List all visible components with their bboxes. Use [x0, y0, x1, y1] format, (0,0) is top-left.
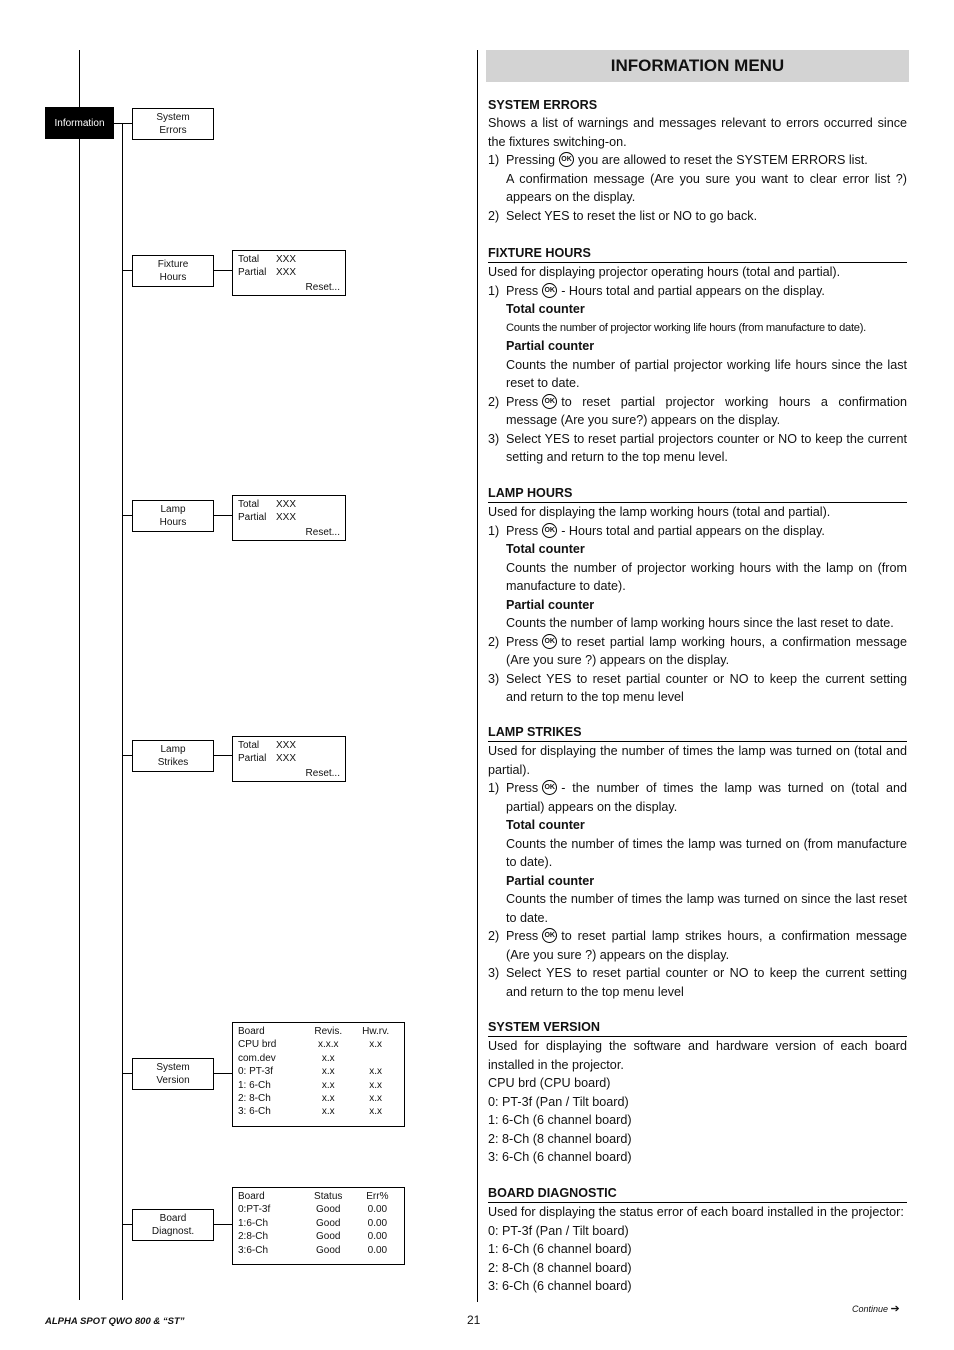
table-cell: 0.00: [367, 1231, 388, 1243]
table-row: [238, 1244, 399, 1257]
table-cell: 0.00: [367, 1204, 388, 1216]
list-item: 0: PT-3f (Pan / Tilt board): [488, 1094, 629, 1109]
section-intro: Shows a list of warnings and messages relevant to errors occurred since the fixtures switching-on.: [488, 116, 907, 149]
step-number: 1): [488, 523, 500, 538]
continue-note: [852, 1302, 900, 1315]
step-text: Press: [506, 781, 539, 795]
connector-system-version: [122, 1073, 132, 1074]
step-number: 3): [488, 431, 500, 446]
lamp-hours-panel: [232, 495, 346, 541]
table-cell: x.x: [369, 1066, 383, 1078]
step-text: Select YES to reset partial counter or NO to keep the current setting and return to the top menu level: [506, 966, 907, 999]
table-cell: com.dev: [238, 1052, 276, 1064]
table-cell: x.x: [321, 1106, 335, 1118]
page-title-text: INFORMATION MENU: [610, 56, 785, 75]
link-fixture-panel: [214, 270, 232, 271]
table-row: [238, 1217, 399, 1230]
node-label-line2: Hours: [159, 272, 187, 283]
table-cell: x.x: [369, 1039, 383, 1051]
table-row: [238, 1230, 399, 1243]
table-row: [238, 1052, 399, 1065]
table-cell: 1:6-Ch: [238, 1217, 269, 1229]
section-fixture-hours: [488, 245, 907, 467]
partial-label: Partial: [238, 512, 267, 524]
node-label-line1: System: [156, 112, 190, 123]
table-row: [238, 1105, 399, 1118]
step-3: [488, 430, 907, 467]
step-2: [488, 207, 907, 226]
information-root-box: [45, 107, 114, 139]
total-label: Total: [238, 740, 260, 751]
section-heading: FIXTURE HOURS: [488, 245, 907, 263]
node-label-line2: Strikes: [157, 757, 189, 768]
node-label-line1: Board: [159, 1213, 187, 1224]
node-system-errors: [132, 108, 214, 140]
table-cell: CPU brd: [238, 1039, 277, 1051]
version-header-board: Board: [238, 1026, 265, 1037]
step-number: 1): [488, 153, 500, 167]
table-cell: Good: [315, 1231, 341, 1243]
list-item: 2: 8-Ch (8 channel board): [488, 1260, 632, 1275]
list-item: 0: PT-3f (Pan / Tilt board): [488, 1223, 629, 1238]
diagnostic-table: [238, 1190, 399, 1257]
total-counter-text: Counts the number of projector working life hours (from manufacture to date).: [506, 321, 866, 334]
section-heading: LAMP HOURS: [488, 485, 907, 503]
ok-button-icon: OK: [559, 152, 574, 167]
partial-counter-text: Counts the number of partial projector working life hours since the last reset to date.: [506, 357, 907, 390]
step-2: [488, 927, 907, 964]
table-row: [238, 1203, 399, 1216]
root-connector: [114, 123, 132, 124]
step-1: [488, 522, 907, 541]
table-cell: 0: PT-3f: [238, 1066, 274, 1078]
step-number: 1): [488, 781, 500, 795]
product-name: ALPHA SPOT QWO 800 & “ST”: [45, 1316, 185, 1327]
step-text: - Hours total and partial appears on the display.: [561, 523, 825, 538]
section-heading: SYSTEM VERSION: [488, 1019, 907, 1037]
table-row: [238, 1079, 399, 1092]
version-table: [238, 1025, 399, 1119]
node-label-line1: Lamp: [160, 504, 186, 515]
node-label-line2: Version: [156, 1075, 190, 1086]
list-item: 2: 8-Ch (8 channel board): [488, 1131, 632, 1146]
step-text: - Hours total and partial appears on the display.: [561, 283, 825, 298]
section-board-diagnostic: [488, 1185, 907, 1296]
table-cell: x.x: [321, 1052, 335, 1064]
connector-fixture-hours: [122, 270, 132, 271]
reset-option: Reset...: [305, 767, 340, 779]
list-item: 3: 6-Ch (6 channel board): [488, 1279, 632, 1293]
step-number: 2): [488, 208, 500, 223]
table-cell: 0:PT-3f: [238, 1204, 271, 1216]
partial-value: XXX: [276, 267, 297, 279]
table-row: [238, 1092, 399, 1105]
link-lamp-hours-panel: [214, 515, 232, 516]
step-text: Press: [506, 523, 539, 538]
step-detail: A confirmation message (Are you sure you want to clear error list ?) appears on the display.: [506, 171, 907, 204]
ok-button-icon: OK: [542, 394, 557, 409]
step-number: 3): [488, 966, 500, 980]
tree-branch-line: [122, 123, 123, 1300]
connector-lamp-hours: [122, 515, 132, 516]
table-cell: x.x: [369, 1093, 383, 1105]
system-version-panel: [232, 1022, 405, 1127]
reset-option: Reset...: [305, 281, 340, 293]
link-diag-panel: [214, 1224, 232, 1225]
link-version-panel: [214, 1073, 232, 1074]
total-counter-heading: Total counter: [506, 302, 585, 316]
step-text: Select YES to reset the list or NO to go back.: [506, 208, 758, 223]
board-diagnostic-panel: [232, 1187, 405, 1265]
node-fixture-hours: [132, 255, 214, 287]
step-text: Pressing: [506, 153, 555, 167]
partial-value: XXX: [276, 512, 297, 524]
ok-button-icon: OK: [542, 780, 557, 795]
node-lamp-hours: [132, 500, 214, 532]
ok-button-icon: OK: [542, 634, 557, 649]
table-cell: x.x: [321, 1079, 335, 1091]
step-1: [488, 282, 907, 301]
table-cell: x.x: [369, 1106, 383, 1118]
node-system-version: [132, 1058, 214, 1090]
node-label-line2: Diagnost.: [151, 1226, 195, 1237]
table-cell: x.x: [321, 1093, 335, 1105]
connector-lamp-strikes: [122, 755, 132, 756]
table-cell: 3: 6-Ch: [238, 1106, 271, 1118]
step-text: you are allowed to reset the SYSTEM ERRORS list.: [578, 153, 868, 167]
lamp-strikes-panel: [232, 736, 346, 782]
total-label: Total: [238, 254, 260, 265]
table-cell: 0.00: [367, 1244, 388, 1256]
partial-counter-text: Counts the number of times the lamp was turned on since the last reset to date.: [506, 892, 907, 925]
step-text: Press: [506, 929, 539, 943]
total-label: Total: [238, 499, 260, 510]
total-value: XXX: [276, 499, 297, 510]
step-text: to reset partial lamp strikes hours, a confirmation message (Are you sure ?) appears on the display.: [506, 929, 907, 962]
node-label-line1: Lamp: [160, 744, 186, 755]
step-number: 1): [488, 283, 500, 298]
total-value: XXX: [276, 740, 297, 751]
section-heading: LAMP STRIKES: [488, 724, 907, 742]
page-title: [486, 50, 909, 82]
step-text: to reset partial projector working hours a confirmation message (Are you sure?) appears on the display.: [506, 394, 907, 427]
table-cell: x.x: [369, 1079, 383, 1091]
partial-counter-heading: Partial counter: [506, 339, 595, 353]
partial-value: XXX: [276, 753, 297, 765]
ok-button-icon: OK: [542, 928, 557, 943]
section-intro: Used for displaying the status error of each board installed in the projector:: [488, 1205, 904, 1219]
section-intro: Used for displaying projector operating hours (total and partial).: [488, 265, 841, 279]
step-text: Press: [506, 634, 539, 649]
step-number: 3): [488, 671, 500, 686]
table-cell: 2: 8-Ch: [238, 1093, 271, 1105]
arrow-right-icon: ➔: [890, 1303, 900, 1315]
page-number: 21: [467, 1313, 481, 1327]
diag-header-err: Err%: [366, 1191, 389, 1202]
section-heading: SYSTEM ERRORS: [488, 98, 598, 112]
step-text: Press: [506, 283, 539, 298]
node-label-line1: Fixture: [157, 259, 189, 270]
partial-label: Partial: [238, 753, 267, 765]
section-intro: Used for displaying the software and hardware version of each board installed in the projector.: [488, 1039, 907, 1072]
version-header-revis: Revis.: [314, 1026, 343, 1037]
table-cell: Good: [315, 1244, 341, 1256]
partial-counter-heading: Partial counter: [506, 873, 595, 888]
section-intro: Used for displaying the number of times the lamp was turned on (total and partial).: [488, 744, 907, 777]
total-counter-text: Counts the number of times the lamp was turned on (from manufacture to date).: [506, 836, 907, 869]
step-1: [488, 779, 907, 816]
table-cell: Good: [315, 1204, 341, 1216]
step-2: [488, 633, 907, 670]
table-row: [238, 1065, 399, 1078]
node-lamp-strikes: [132, 740, 214, 772]
section-intro: Used for displaying the lamp working hours (total and partial).: [488, 505, 831, 519]
diag-header-status: Status: [314, 1191, 343, 1202]
step-text: Select YES to reset partial projectors counter or NO to keep the current setting and return to the top menu level.: [506, 431, 907, 464]
table-cell: 1: 6-Ch: [238, 1079, 271, 1091]
fixture-hours-panel: [232, 250, 346, 296]
continue-label: Continue: [852, 1304, 889, 1314]
reset-option: Reset...: [305, 526, 340, 538]
list-item: 1: 6-Ch (6 channel board): [488, 1113, 632, 1127]
connector-board-diagnost: [122, 1224, 132, 1225]
step-2: [488, 393, 907, 430]
section-system-version: [488, 1019, 907, 1167]
node-label-line2: Errors: [159, 125, 187, 136]
step-text: Select YES to reset partial counter or NO to keep the current setting and return to the top menu level: [506, 671, 907, 704]
tree-top-line: [79, 50, 80, 1300]
step-3: [488, 670, 907, 707]
list-item: CPU brd (CPU board): [488, 1076, 611, 1090]
table-row: [238, 1038, 399, 1051]
node-board-diagnost: [132, 1209, 214, 1241]
table-cell: x.x: [321, 1066, 335, 1078]
information-root-label: Information: [54, 117, 105, 129]
diag-header-board: Board: [238, 1191, 265, 1202]
total-value: XXX: [276, 254, 297, 265]
step-number: 2): [488, 929, 500, 943]
table-cell: 3:6-Ch: [238, 1244, 269, 1256]
ok-button-icon: OK: [542, 523, 557, 538]
partial-counter-heading: Partial counter: [506, 597, 595, 612]
table-cell: Good: [315, 1217, 341, 1229]
step-text: to reset partial lamp working hours, a confirmation message (Are you sure ?) appears on the display.: [506, 634, 907, 667]
step-number: 2): [488, 634, 500, 649]
node-label-line1: System: [156, 1062, 190, 1073]
table-cell: [352, 1052, 399, 1065]
list-item: 3: 6-Ch (6 channel board): [488, 1150, 632, 1164]
section-system-errors: [488, 97, 907, 225]
total-counter-heading: Total counter: [506, 542, 585, 556]
section-lamp-hours: [488, 485, 907, 707]
node-label-line2: Hours: [159, 517, 187, 528]
table-cell: 2:8-Ch: [238, 1231, 269, 1243]
total-counter-text: Counts the number of projector working hours with the lamp on (from manufacture to date).: [506, 560, 907, 593]
step-text: Press: [506, 394, 539, 409]
ok-button-icon: OK: [542, 283, 557, 298]
version-header-hwrv: Hw.rv.: [362, 1026, 390, 1037]
step-1: [488, 151, 907, 170]
step-text: - the number of times the lamp was turned on (total and partial) appears on the display.: [506, 781, 907, 814]
step-number: 2): [488, 394, 500, 409]
table-cell: 0.00: [367, 1217, 388, 1229]
section-heading: BOARD DIAGNOSTIC: [488, 1185, 907, 1203]
total-counter-heading: Total counter: [506, 818, 585, 832]
step-3: [488, 964, 907, 1001]
partial-counter-text: Counts the number of lamp working hours since the last reset to date.: [506, 616, 894, 630]
partial-label: Partial: [238, 267, 267, 279]
list-item: 1: 6-Ch (6 channel board): [488, 1242, 632, 1256]
link-lamp-strikes-panel: [214, 755, 232, 756]
table-cell: x.x.x: [317, 1039, 339, 1051]
column-divider: [477, 50, 478, 1302]
section-lamp-strikes: [488, 724, 907, 1001]
